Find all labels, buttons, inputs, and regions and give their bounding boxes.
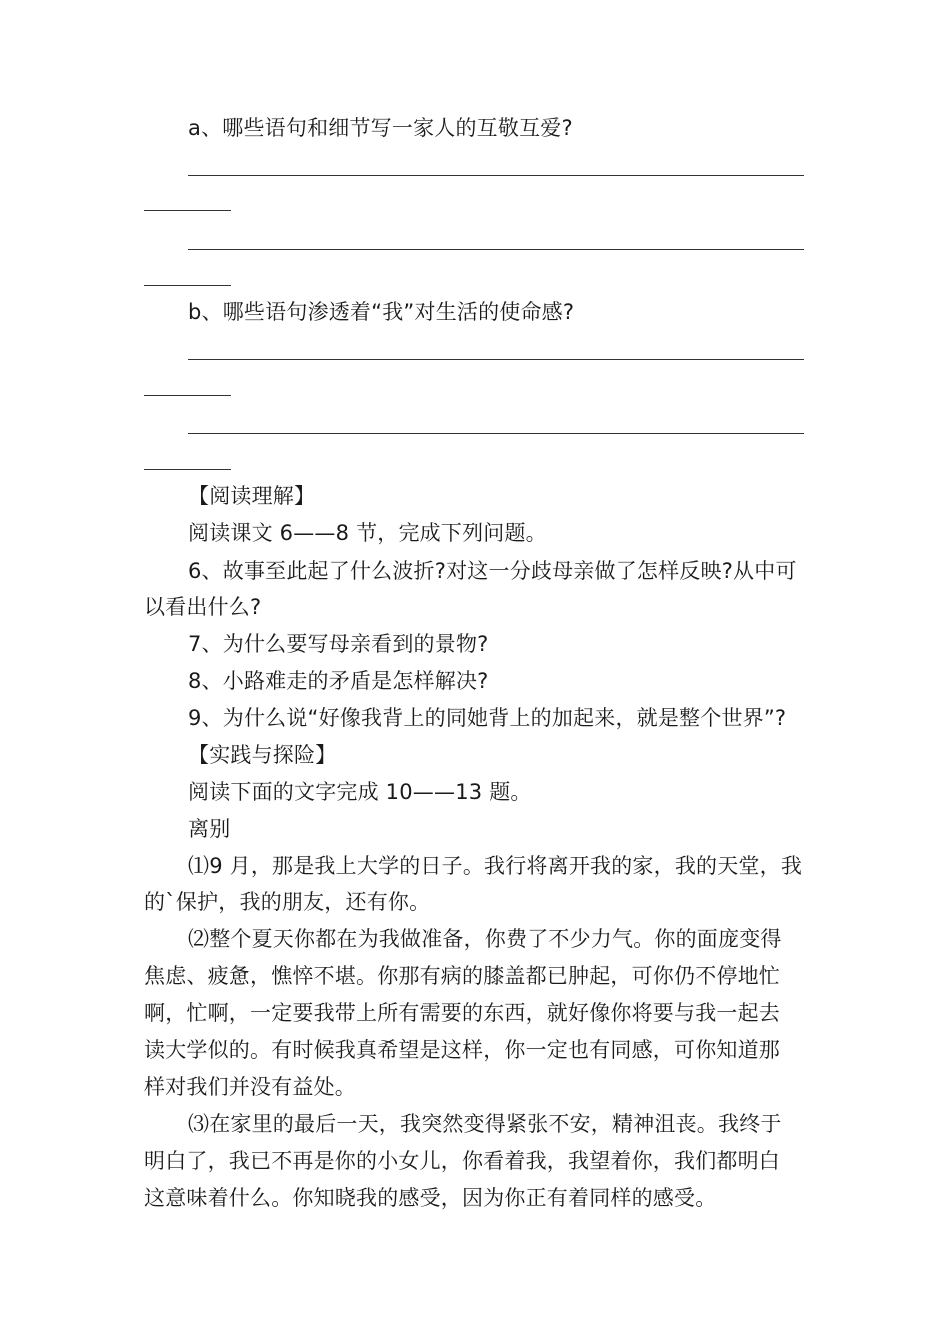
paragraph-2-line5: 样对我们并没有益处。 (144, 1075, 356, 1099)
paragraph-3-line2: 明白了，我已不再是你的小女儿，你看着我，我望着你，我们都明白 (144, 1149, 780, 1173)
paragraph-2-line3: 啊，忙啊，一定要我带上所有需要的东西，就好像你将要与我一起去 (144, 1001, 780, 1025)
answer-line-b2-cont (144, 469, 231, 470)
essay-title: 离别 (188, 817, 231, 841)
practice-heading: 【实践与探险】 (188, 743, 337, 767)
question-7: 7、为什么要写母亲看到的景物? (188, 632, 489, 656)
paragraph-2-line2: 焦虑、疲惫，憔悴不堪。你那有病的膝盖都已肿起，可你仍不停地忙 (144, 964, 780, 988)
answer-line-b1 (188, 359, 804, 360)
answer-line-b1-cont (144, 395, 231, 396)
answer-line-a1-cont (144, 210, 231, 211)
question-a: a、哪些语句和细节写一家人的互敬互爱? (188, 116, 573, 140)
question-6-line1: 6、故事至此起了什么波折?对这一分歧母亲做了怎样反映?从中可 (188, 559, 797, 583)
question-8: 8、小路难走的矛盾是怎样解决? (188, 669, 489, 693)
paragraph-1-line2: 的`保护，我的朋友，还有你。 (144, 890, 431, 914)
question-b: b、哪些语句渗透着“我”对生活的使命感? (188, 300, 575, 324)
paragraph-3-line1: ⑶在家里的最后一天，我突然变得紧张不安，精神沮丧。我终于 (188, 1112, 782, 1136)
paragraph-2-line1: ⑵整个夏天你都在为我做准备，你费了不少力气。你的面庞变得 (188, 927, 782, 951)
paragraph-2-line4: 读大学似的。有时候我真希望是这样，你一定也有同感，可你知道那 (144, 1038, 780, 1062)
question-9: 9、为什么说“好像我背上的同她背上的加起来，就是整个世界”? (188, 706, 787, 730)
reading-heading: 【阅读理解】 (188, 484, 316, 508)
reading-instruction: 阅读课文 6——8 节，完成下列问题。 (188, 521, 547, 545)
practice-instruction: 阅读下面的文字完成 10——13 题。 (188, 780, 532, 804)
answer-line-b2 (188, 433, 804, 434)
answer-line-a2-cont (144, 285, 231, 286)
answer-line-a1 (188, 175, 804, 176)
paragraph-3-line3: 这意味着什么。你知晓我的感受，因为你正有着同样的感受。 (144, 1186, 717, 1210)
paragraph-1-line1: ⑴9 月，那是我上大学的日子。我行将离开我的家，我的天堂，我 (188, 854, 803, 878)
question-6-line2: 以看出什么? (144, 595, 262, 619)
answer-line-a2 (188, 249, 804, 250)
